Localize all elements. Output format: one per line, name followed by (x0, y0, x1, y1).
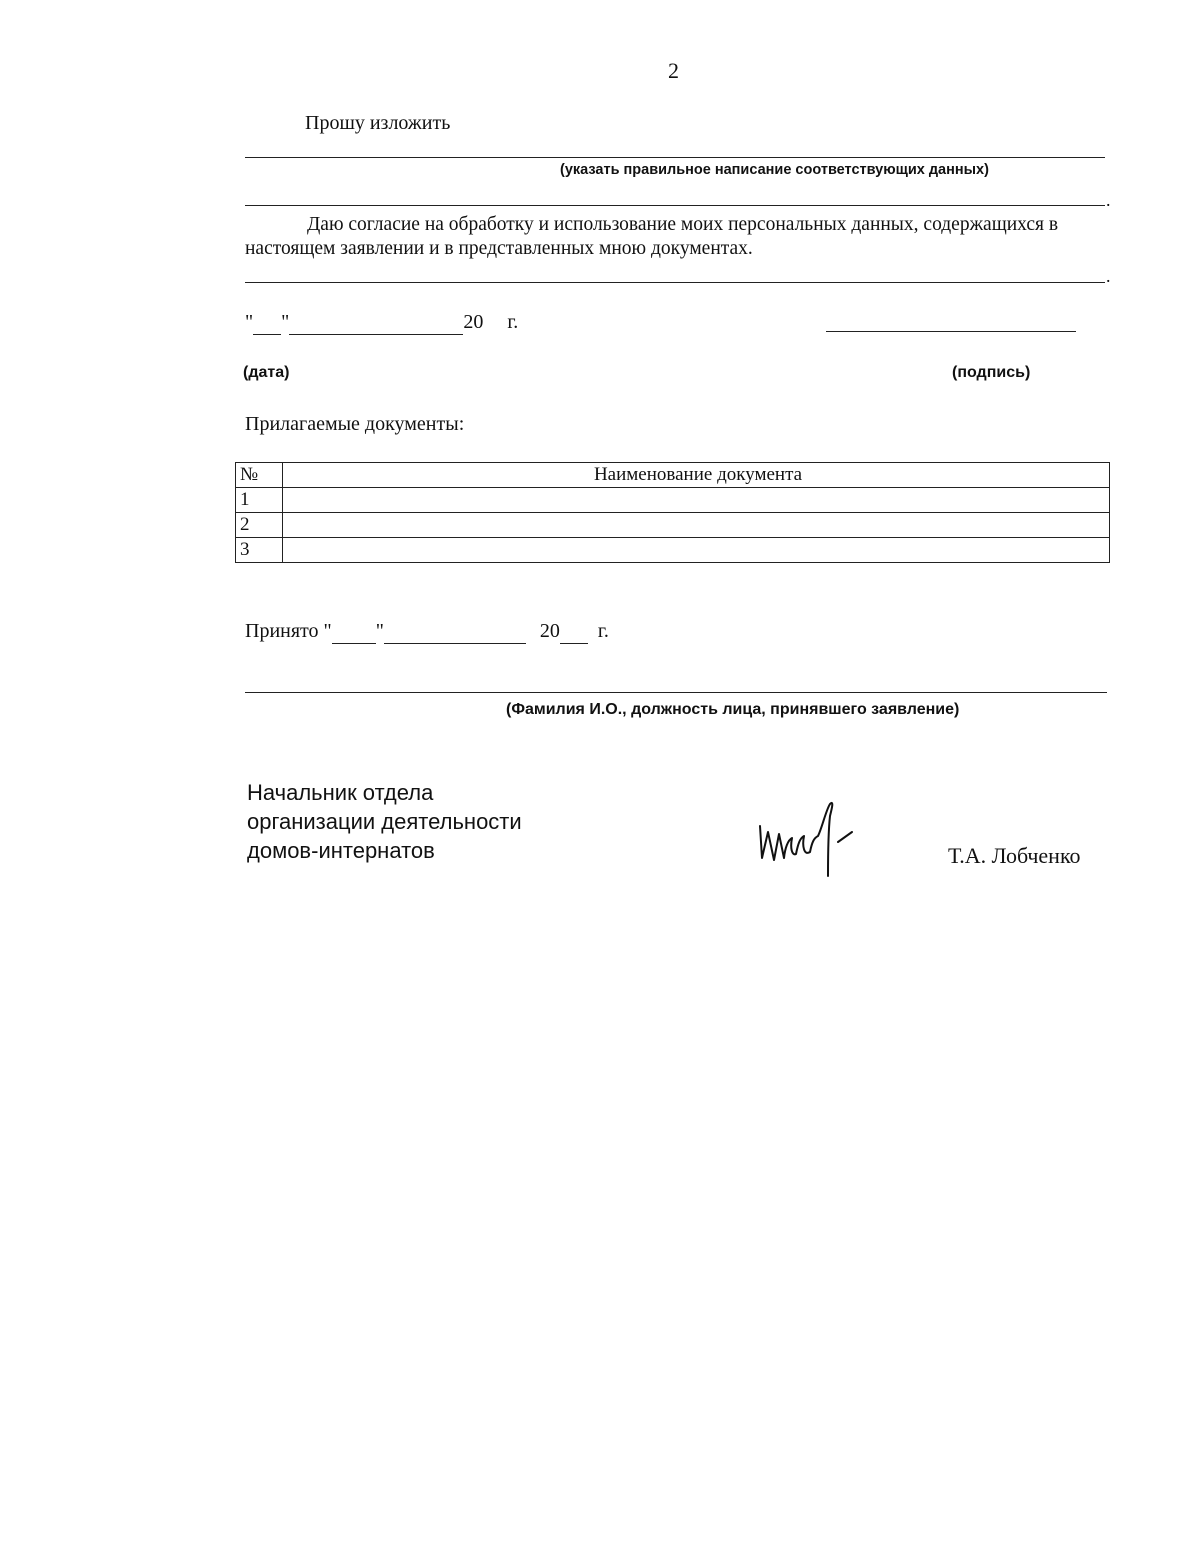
date-row (245, 311, 518, 335)
request-line-2-period: . (1106, 190, 1111, 210)
accepted-by-hint: (Фамилия И.О., должность лица, принявшего заявление) (506, 701, 960, 718)
day-blank[interactable] (253, 311, 281, 335)
document-name-cell[interactable] (283, 513, 1110, 538)
row-number: 2 (236, 513, 283, 538)
accepted-quote-close: " (375, 620, 384, 642)
date-year-suffix: г. (507, 311, 519, 333)
table-row (236, 488, 1110, 513)
signer-title (247, 778, 522, 865)
row-number: 3 (236, 538, 283, 563)
accepted-day-blank[interactable] (332, 620, 376, 644)
handwritten-signature (752, 798, 864, 880)
table-row (236, 538, 1110, 563)
date-quote-open: " (245, 311, 254, 333)
attached-documents-label: Прилагаемые документы: (245, 413, 465, 435)
consent-line-period: . (1106, 266, 1111, 286)
accepted-by-line[interactable] (245, 692, 1107, 693)
signer-title-line: домов-интернатов (247, 838, 435, 863)
consent-line[interactable] (245, 282, 1105, 283)
row-number: 1 (236, 488, 283, 513)
signer-title-line: Начальник отдела (247, 780, 434, 805)
date-year-prefix: 20 (463, 311, 484, 333)
signer-title-line: организации деятельности (247, 809, 522, 834)
column-number-header: № (236, 463, 283, 488)
signature-line[interactable] (826, 331, 1076, 332)
accepted-month-blank[interactable] (384, 620, 526, 644)
consent-paragraph (245, 213, 1105, 261)
signature-label: (подпись) (952, 364, 1031, 381)
accepted-year-suffix: г. (597, 620, 609, 642)
accepted-year-prefix: 20 (539, 620, 560, 642)
table-row (236, 513, 1110, 538)
accepted-row (245, 620, 609, 644)
column-name-header: Наименование документа (283, 463, 1110, 488)
request-label: Прошу изложить (305, 112, 451, 134)
consent-text: Даю согласие на обработку и использование моих персональных данных, содержащихся в настоящем заявлении и в представленных мною документах. (245, 214, 1059, 259)
month-blank[interactable] (289, 311, 463, 335)
accepted-year-blank[interactable] (560, 620, 588, 644)
page-number: 2 (668, 58, 679, 83)
request-line-1[interactable] (245, 157, 1105, 158)
request-hint: (указать правильное написание соответствующих данных) (560, 162, 989, 178)
date-quote-close: " (281, 311, 290, 333)
date-label: (дата) (243, 364, 290, 381)
attached-documents-table (235, 462, 1110, 563)
signer-name: Т.А. Лобченко (948, 843, 1081, 868)
table-header-row (236, 463, 1110, 488)
document-name-cell[interactable] (283, 488, 1110, 513)
document-name-cell[interactable] (283, 538, 1110, 563)
request-line-2[interactable] (245, 205, 1105, 206)
accepted-prefix: Принято " (245, 620, 332, 642)
